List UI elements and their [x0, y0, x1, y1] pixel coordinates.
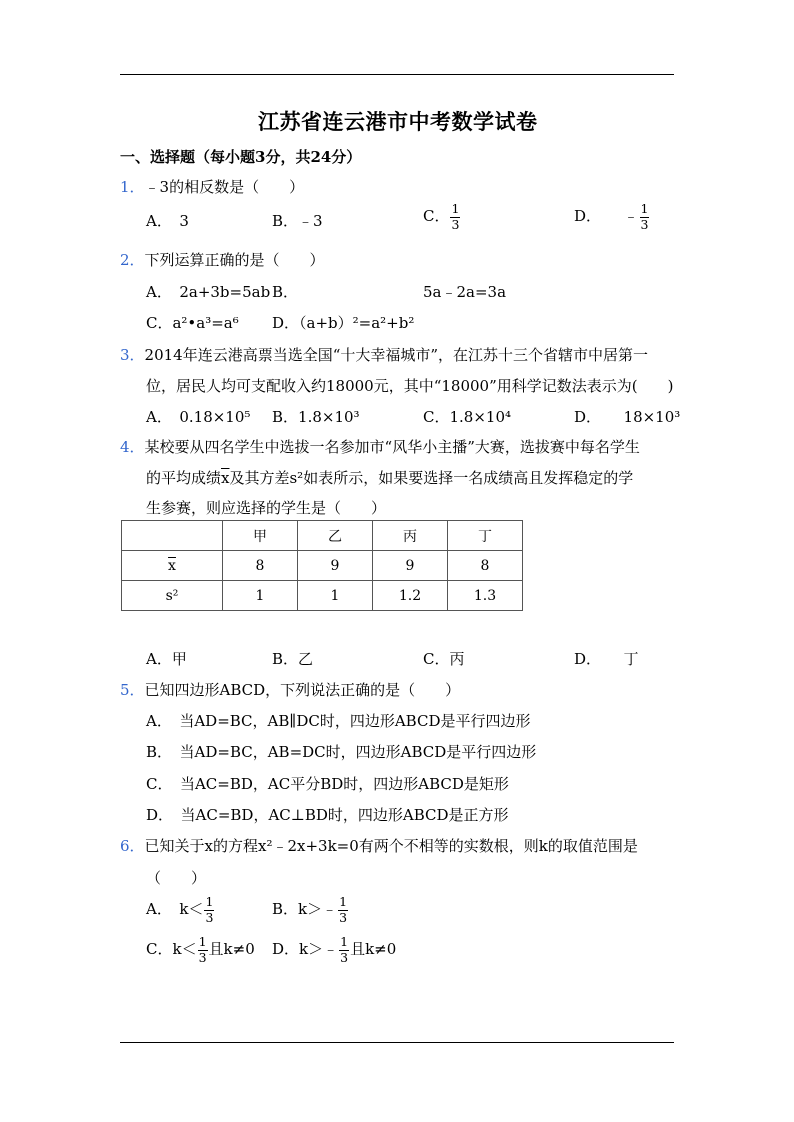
question-2	[120, 249, 325, 270]
q5-option-d: D． 当AC=BD，AC⊥BD时，四边形ABCD是正方形	[146, 806, 509, 824]
fraction: $\frac{1}{3}$	[640, 201, 649, 232]
table-header-row	[122, 521, 523, 551]
table-cell: 1	[223, 581, 298, 611]
table-cell: 1.3	[448, 581, 523, 611]
footer-rule	[120, 1042, 674, 1043]
question-6	[120, 835, 638, 856]
table-cell: 8	[448, 551, 523, 581]
fraction: $\frac{1}{3}$	[451, 201, 460, 232]
question-3-line2: 位，居民人均可支配收入约18000元，其中“18000”用科学记数法表示为( )	[146, 377, 674, 395]
q2-option-a: A． 2a+3b=5ab	[146, 283, 271, 301]
question-number: 5．	[120, 681, 145, 699]
fraction: $\frac{1}{3}$	[339, 894, 348, 925]
q4-option-c: C．丙	[423, 650, 465, 668]
stats-table	[121, 520, 523, 611]
question-number: 6．	[120, 837, 145, 855]
x-bar-symbol: $\overline{x}$	[221, 469, 230, 487]
section-heading: 一、选择题（每小题3分，共24分）	[120, 148, 362, 166]
q3-option-a: A． 0.18×10⁵	[146, 408, 251, 426]
q1-option-d: D． ﹣ $\frac{1}{3}$	[574, 201, 649, 232]
q6-option-a: A． k＜ $\frac{1}{3}$	[146, 894, 214, 925]
fraction: $\frac{1}{3}$	[340, 934, 349, 965]
q3-option-b: B．1.8×10³	[272, 408, 360, 426]
q2-option-b-value: 5a﹣2a=3a	[423, 283, 507, 301]
table-cell	[122, 521, 223, 551]
question-text-line1: 2014年连云港高票当选全国“十大幸福城市”，在江苏十三个省辖市中居第一	[144, 346, 649, 364]
table-cell: 乙	[298, 521, 373, 551]
q3-option-d: D． 18×10³	[574, 408, 681, 426]
question-text: ﹣3的相反数是（ ）	[144, 178, 305, 196]
table-cell: 丁	[448, 521, 523, 551]
table-cell: 8	[223, 551, 298, 581]
q6-option-b: B．k＞﹣ $\frac{1}{3}$	[272, 894, 348, 925]
question-text-line1: 某校要从四名学生中选拔一名参加市“风华小主播”大赛，选拔赛中每名学生	[144, 438, 640, 456]
question-number: 3．	[120, 346, 145, 364]
table-cell: 甲	[223, 521, 298, 551]
q4-option-b: B．乙	[272, 650, 314, 668]
question-number: 4．	[120, 438, 145, 456]
question-4-line3: 生参赛，则应选择的学生是（ ）	[146, 499, 387, 517]
q1-option-b: B．﹣3	[272, 212, 323, 230]
table-cell: 丙	[373, 521, 448, 551]
q5-option-a: A． 当AD=BC，AB∥DC时，四边形ABCD是平行四边形	[146, 712, 531, 730]
question-4-line2: 的平均成绩$\overline{x}$及其方差s²如表所示，如果要选择一名成绩高且发挥稳定的学	[146, 469, 634, 487]
question-text: 已知四边形ABCD，下列说法正确的是（ ）	[144, 681, 461, 699]
q5-option-c: C． 当AC=BD，AC平分BD时，四边形ABCD是矩形	[146, 775, 509, 793]
table-row	[122, 581, 523, 611]
table-cell: 9	[373, 551, 448, 581]
header-rule	[120, 74, 674, 75]
table-cell: 9	[298, 551, 373, 581]
q2-option-c: C．a²•a³=a⁶	[146, 314, 239, 332]
question-1	[120, 176, 304, 197]
question-6-line2: （ ）	[146, 869, 207, 887]
fraction: $\frac{1}{3}$	[205, 894, 214, 925]
table-cell: 1	[298, 581, 373, 611]
table-row	[122, 551, 523, 581]
q2-option-b: B．	[272, 283, 299, 301]
q6-option-d: D．k＞﹣ $\frac{1}{3}$ 且k≠0	[272, 934, 397, 965]
table-cell: 1.2	[373, 581, 448, 611]
q4-option-a: A．甲	[146, 650, 187, 668]
question-3	[120, 344, 648, 365]
q1-option-a: A． 3	[146, 212, 189, 230]
question-number: 1．	[120, 178, 145, 196]
question-text-line1: 已知关于x的方程x²﹣2x+3k=0有两个不相等的实数根，则k的取值范围是	[144, 837, 638, 855]
fraction: $\frac{1}{3}$	[198, 934, 207, 965]
q2-option-d: D．（a+b）²=a²+b²	[272, 314, 415, 332]
question-5	[120, 679, 460, 700]
table-cell: $\overline{x}$	[122, 551, 223, 581]
question-4	[120, 436, 640, 457]
page-title: 江苏省连云港市中考数学试卷	[258, 109, 538, 134]
q1-option-c: C． $\frac{1}{3}$	[423, 201, 460, 232]
question-text: 下列运算正确的是（ ）	[144, 251, 325, 269]
table-cell: s²	[122, 581, 223, 611]
q3-option-c: C．1.8×10⁴	[423, 408, 512, 426]
q4-option-d: D． 丁	[574, 650, 639, 668]
question-number: 2．	[120, 251, 145, 269]
q6-option-c: C．k＜ $\frac{1}{3}$ 且k≠0	[146, 934, 255, 965]
q5-option-b: B． 当AD=BC，AB=DC时，四边形ABCD是平行四边形	[146, 743, 537, 761]
